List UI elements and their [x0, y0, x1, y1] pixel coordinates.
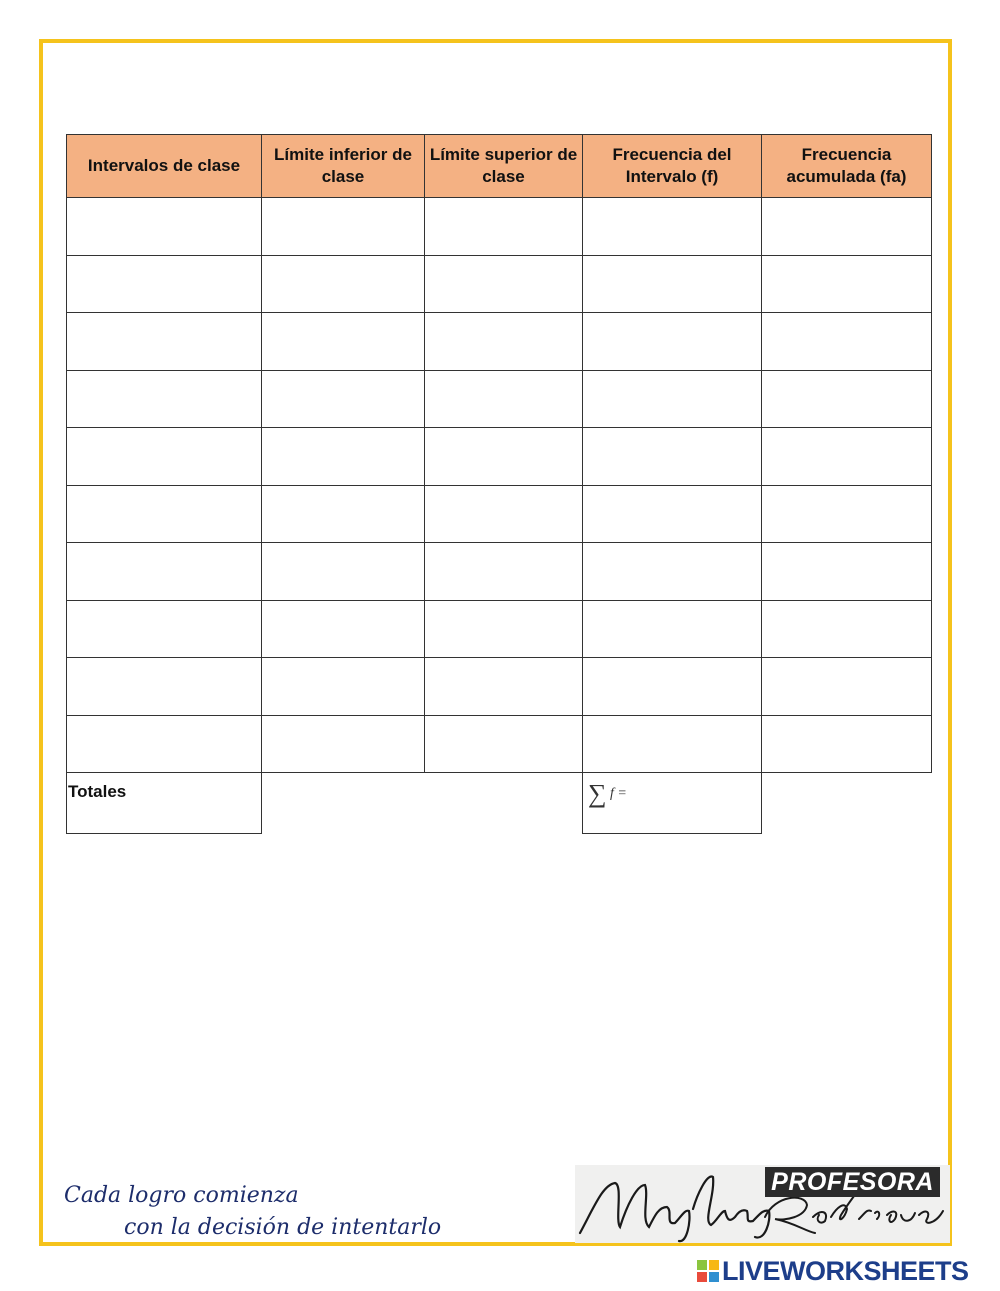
table-cell	[583, 485, 762, 543]
table-cell	[762, 255, 932, 313]
upper-limit-input[interactable]	[425, 198, 582, 255]
table-cell	[262, 485, 425, 543]
table-row	[67, 255, 932, 313]
frequency-table	[66, 134, 932, 834]
lower-limit-input[interactable]	[262, 658, 424, 715]
liveworksheets-icon	[697, 1260, 719, 1282]
lower-limit-input[interactable]	[262, 313, 424, 370]
table-cell	[583, 198, 762, 256]
cumulative-frequency-input[interactable]	[762, 543, 931, 600]
table-cell	[67, 313, 262, 371]
lower-limit-input[interactable]	[262, 371, 424, 428]
sum-frequency-input[interactable]	[641, 781, 819, 841]
frequency-input[interactable]	[583, 486, 761, 543]
table-row	[67, 658, 932, 716]
upper-limit-input[interactable]	[425, 313, 582, 370]
table-cell	[583, 543, 762, 601]
header-cumulative-frequency: Frecuencia acumulada (fa)	[762, 135, 932, 198]
table-cell	[762, 485, 932, 543]
table-header-row	[67, 135, 932, 198]
upper-limit-input[interactable]	[425, 371, 582, 428]
sum-formula-label: f =	[610, 786, 627, 801]
table-cell	[583, 370, 762, 428]
table-cell	[67, 370, 262, 428]
table-cell	[262, 428, 425, 486]
table-cell	[762, 543, 932, 601]
table-row	[67, 428, 932, 486]
table-cell	[425, 715, 583, 773]
lower-limit-input[interactable]	[262, 601, 424, 658]
upper-limit-input[interactable]	[425, 256, 582, 313]
cumulative-frequency-input[interactable]	[762, 486, 931, 543]
frequency-input[interactable]	[583, 428, 761, 485]
totals-blank-cell	[425, 773, 583, 834]
table-cell	[262, 313, 425, 371]
table-cell	[67, 715, 262, 773]
frequency-input[interactable]	[583, 658, 761, 715]
table-cell	[67, 428, 262, 486]
interval-input[interactable]	[67, 486, 261, 543]
frequency-input[interactable]	[583, 601, 761, 658]
table-cell	[583, 313, 762, 371]
cumulative-frequency-input[interactable]	[762, 658, 931, 715]
teacher-signature	[575, 1165, 950, 1243]
table-row	[67, 485, 932, 543]
table-cell	[262, 715, 425, 773]
header-upper-limit: Límite superior de clase	[425, 135, 583, 198]
liveworksheets-brand: LIVEWORKSHEETS	[722, 1255, 969, 1286]
totals-blank-cell	[262, 773, 425, 834]
table-cell	[762, 370, 932, 428]
upper-limit-input[interactable]	[425, 716, 582, 773]
header-intervals: Intervalos de clase	[67, 135, 262, 198]
table-cell	[425, 658, 583, 716]
interval-input[interactable]	[67, 428, 261, 485]
interval-input[interactable]	[67, 716, 261, 773]
upper-limit-input[interactable]	[425, 601, 582, 658]
lower-limit-input[interactable]	[262, 256, 424, 313]
table-cell	[583, 255, 762, 313]
table-cell	[762, 313, 932, 371]
frequency-input[interactable]	[583, 313, 761, 370]
frequency-input[interactable]	[583, 716, 761, 773]
interval-input[interactable]	[67, 658, 261, 715]
table-cell	[762, 428, 932, 486]
upper-limit-input[interactable]	[425, 428, 582, 485]
motto-line-2: con la decisión de intentarlo	[124, 1215, 442, 1240]
totals-cell	[67, 773, 262, 834]
table-row	[67, 600, 932, 658]
table-cell	[262, 198, 425, 256]
table-row	[67, 715, 932, 773]
table-cell	[425, 255, 583, 313]
cumulative-frequency-input[interactable]	[762, 716, 931, 773]
interval-input[interactable]	[67, 256, 261, 313]
cumulative-frequency-input[interactable]	[762, 256, 931, 313]
table-cell	[67, 543, 262, 601]
totals-row	[67, 773, 932, 834]
totals-label: Totales	[68, 782, 127, 801]
table-cell	[425, 313, 583, 371]
interval-input[interactable]	[67, 313, 261, 370]
cumulative-frequency-input[interactable]	[762, 371, 931, 428]
header-lower-limit: Límite inferior de clase	[262, 135, 425, 198]
motto	[64, 1180, 441, 1244]
lower-limit-input[interactable]	[262, 486, 424, 543]
profesora-badge: PROFESORA	[765, 1167, 940, 1197]
table-cell	[425, 485, 583, 543]
motto-line-1: Cada logro comienza	[64, 1183, 299, 1208]
table-cell	[425, 428, 583, 486]
interval-input[interactable]	[67, 543, 261, 600]
table-cell	[762, 658, 932, 716]
interval-input[interactable]	[67, 601, 261, 658]
table-cell	[583, 428, 762, 486]
table-cell	[262, 543, 425, 601]
table-cell	[67, 658, 262, 716]
table-cell	[425, 198, 583, 256]
frequency-input[interactable]	[583, 371, 761, 428]
table-cell	[583, 658, 762, 716]
table-cell	[762, 715, 932, 773]
table-cell	[67, 600, 262, 658]
upper-limit-input[interactable]	[425, 658, 582, 715]
liveworksheets-logo	[697, 1257, 969, 1285]
header-frequency: Frecuencia del Intervalo (f)	[583, 135, 762, 198]
cumulative-frequency-input[interactable]	[762, 313, 931, 370]
table-cell	[67, 255, 262, 313]
table-cell	[425, 543, 583, 601]
table-cell	[67, 485, 262, 543]
cumulative-frequency-input[interactable]	[762, 198, 931, 255]
table-row	[67, 370, 932, 428]
table-body	[67, 198, 932, 834]
table-cell	[67, 198, 262, 256]
frequency-input[interactable]	[583, 198, 761, 255]
table-cell	[762, 198, 932, 256]
table-cell	[762, 600, 932, 658]
sigma-icon: ∑	[588, 779, 607, 808]
frequency-input[interactable]	[583, 256, 761, 313]
lower-limit-input[interactable]	[262, 428, 424, 485]
interval-input[interactable]	[67, 371, 261, 428]
table-cell	[425, 370, 583, 428]
table-row	[67, 198, 932, 256]
sum-cell	[583, 773, 762, 834]
frequency-input[interactable]	[583, 543, 761, 600]
table-cell	[425, 600, 583, 658]
interval-input[interactable]	[67, 198, 261, 255]
lower-limit-input[interactable]	[262, 716, 424, 773]
upper-limit-input[interactable]	[425, 543, 582, 600]
lower-limit-input[interactable]	[262, 543, 424, 600]
table-cell	[262, 255, 425, 313]
table-row	[67, 543, 932, 601]
table-cell	[583, 715, 762, 773]
lower-limit-input[interactable]	[262, 198, 424, 255]
table-row	[67, 313, 932, 371]
cumulative-frequency-input[interactable]	[762, 601, 931, 658]
cumulative-frequency-input[interactable]	[762, 428, 931, 485]
table-cell	[262, 600, 425, 658]
table-cell	[262, 370, 425, 428]
upper-limit-input[interactable]	[425, 486, 582, 543]
sum-formula	[588, 779, 627, 809]
table-cell	[262, 658, 425, 716]
table-cell	[583, 600, 762, 658]
